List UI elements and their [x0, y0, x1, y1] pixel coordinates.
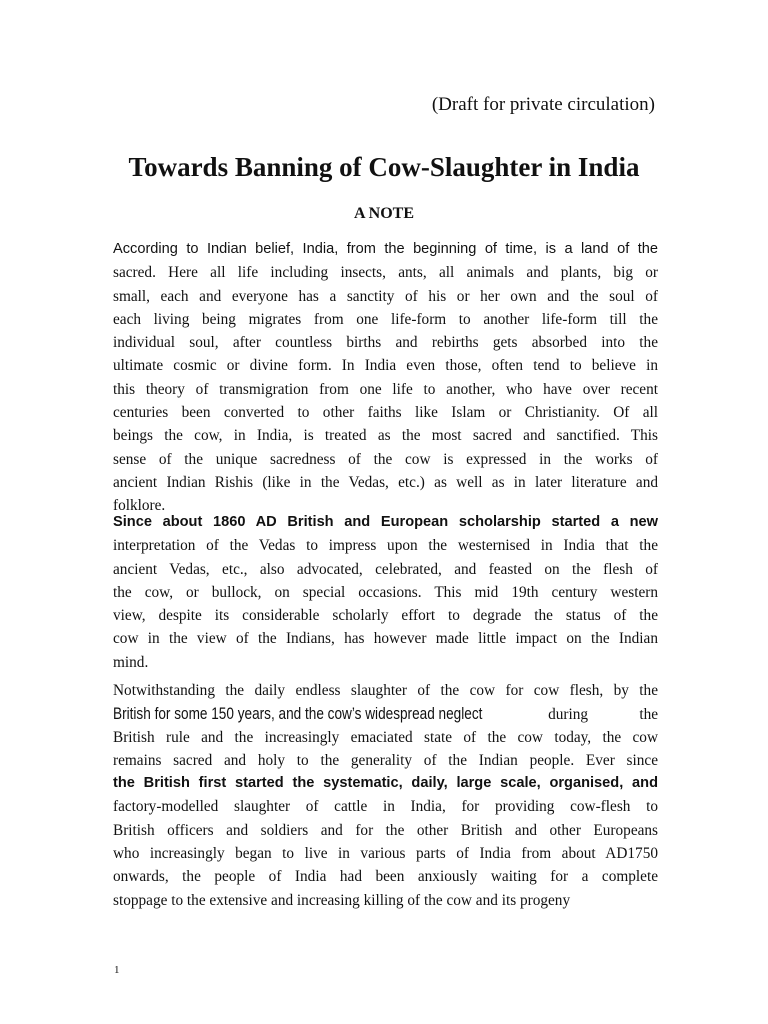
paragraph-line: individual soul, after countless births and rebirths gets absorbed into the	[113, 334, 658, 352]
paragraph-2	[113, 511, 658, 674]
narrow-font-segment: British for some 150 years, and the cow’s widespread neglect	[113, 704, 483, 724]
paragraph-1	[113, 238, 658, 518]
page-number: 1	[114, 964, 120, 976]
paragraph-line: this theory of transmigration from one life to another, who have over recent	[113, 380, 658, 398]
paragraph-line: sacred. Here all life including insects, ants, all animals and plants, big or	[113, 264, 658, 282]
paragraph-line: Since about 1860 AD British and European scholarship started a new	[113, 514, 658, 530]
line-tail-segment: during the	[548, 706, 659, 724]
paragraph-line: each living being migrates from one life-form to another life-form till the	[113, 310, 658, 328]
paragraph-line: ancient Indian Rishis (like in the Vedas, etc.) as well as in later literature and	[113, 473, 658, 491]
paragraph-line: British rule and the increasingly emaciated state of the cow today, the cow	[113, 728, 658, 746]
paragraph-line: small, each and everyone has a sanctity of his or her own and the soul of	[113, 287, 658, 305]
paragraph-line: beings the cow, in India, is treated as the most sacred and sanctified. This	[113, 427, 658, 445]
paragraph-line: onwards, the people of India had been anxiously waiting for a complete	[113, 868, 658, 886]
paragraph-3	[113, 679, 658, 912]
paragraph-line: the British first started the systematic, daily, large scale, organised, and	[113, 775, 658, 792]
circulation-note: (Draft for private circulation)	[431, 94, 655, 115]
paragraph-line: view, despite its considerable scholarly effort to degrade the status of the	[113, 607, 658, 625]
paragraph-line: folklore.	[113, 497, 166, 515]
document-title: Towards Banning of Cow-Slaughter in India	[128, 152, 640, 182]
paragraph-line: stoppage to the extensive and increasing killing of the cow and its progeny	[113, 891, 571, 909]
paragraph-line: factory-modelled slaughter of cattle in India, for providing cow-flesh to	[113, 798, 658, 816]
paragraph-line: who increasingly began to live in various parts of India from about AD1750	[113, 845, 658, 863]
paragraph-line: According to Indian belief, India, from the beginning of time, is a land of the	[113, 241, 658, 257]
paragraph-line: ancient Vedas, etc., also advocated, celebrated, and feasted on the flesh of	[113, 560, 658, 578]
paragraph-line: interpretation of the Vedas to impress upon the westernised in India that the	[113, 537, 658, 555]
paragraph-line: sense of the unique sacredness of the cow is expressed in the works of	[113, 450, 658, 468]
paragraph-line: mind.	[113, 653, 149, 671]
paragraph-line-mixed	[113, 702, 658, 725]
document-subtitle: A NOTE	[353, 205, 414, 222]
paragraph-line: remains sacred and holy to the generality of the Indian people. Ever since	[113, 751, 658, 769]
paragraph-line: Notwithstanding the daily endless slaughter of the cow for cow flesh, by the	[113, 682, 658, 699]
paragraph-line: cow in the view of the Indians, has however made little impact on the Indian	[113, 630, 658, 648]
paragraph-line: British officers and soldiers and for the other British and other Europeans	[113, 821, 658, 839]
paragraph-line: the cow, or bullock, on special occasions. This mid 19th century western	[113, 583, 658, 601]
paragraph-line: ultimate cosmic or divine form. In India even those, often tend to believe in	[113, 357, 658, 375]
paragraph-line: centuries been converted to other faiths like Islam or Christianity. Of all	[113, 404, 658, 422]
